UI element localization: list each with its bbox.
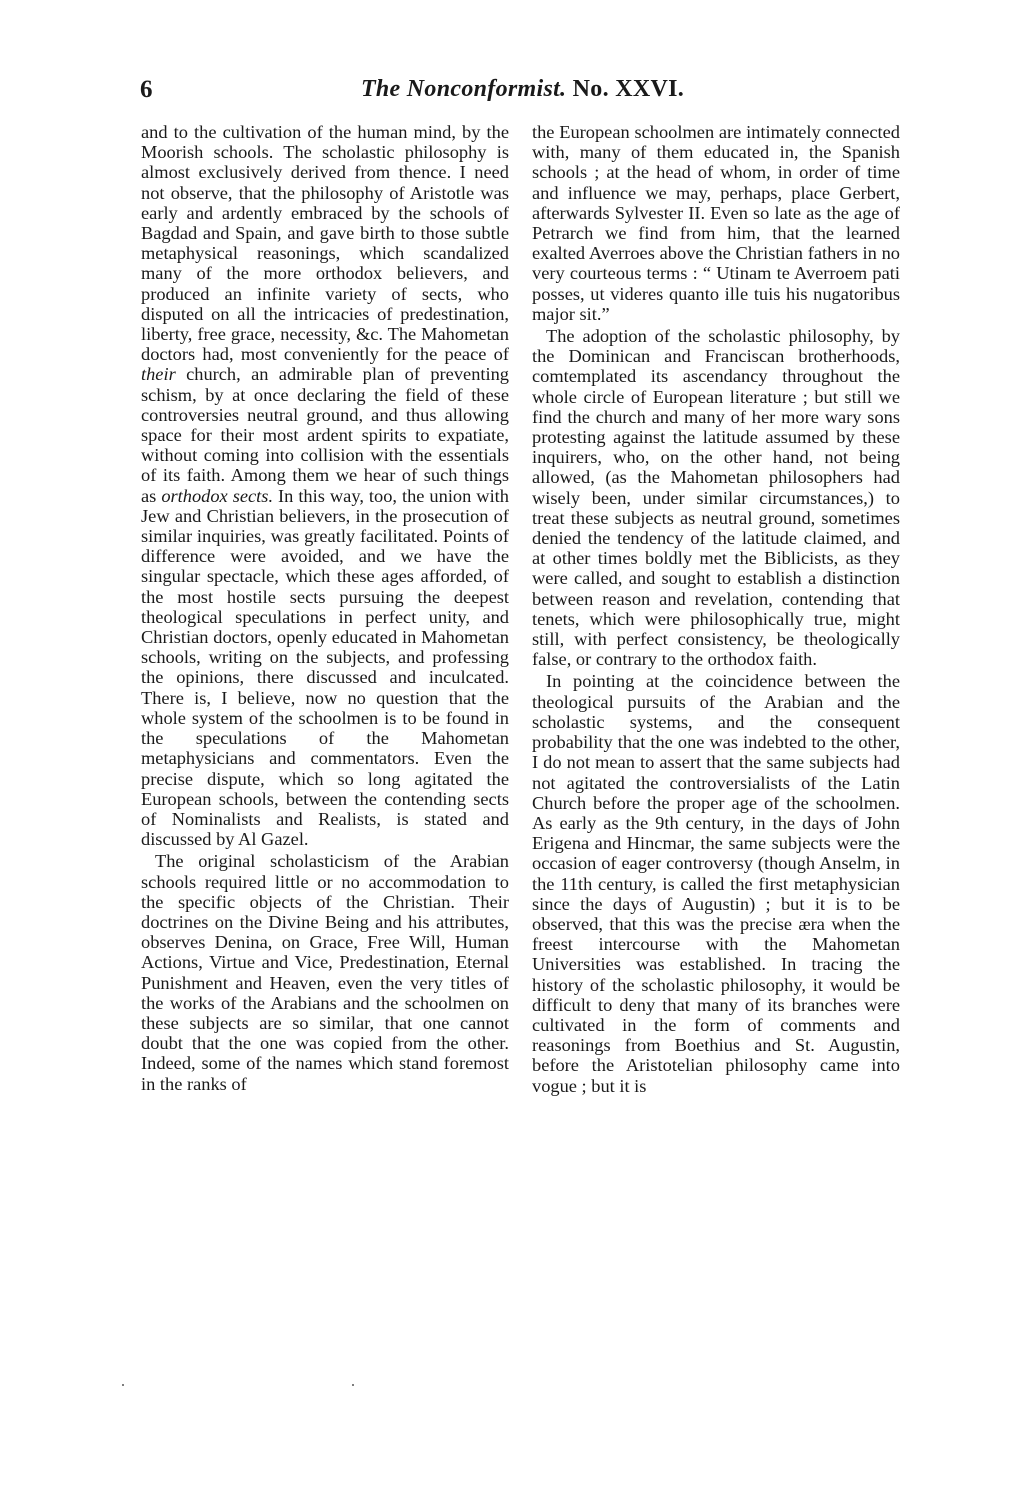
paragraph [141, 851, 509, 1093]
text-run: In this way, too, the union with Jew and Christian believers, in the prosecution of similar inquiries, was greatly facilitated. Points of difference were avoided, and we have the singular spectacle, which these ages afforded, of the most hostile sects pursuing the deepest theological speculations in perfect unity, and Christian doctors, openly educated in Mahometan schools, writing on the subjects, and professing the opinions, there discussed and inculcated. There is, I believe, now no question that the whole system of the schoolmen is to be found in the speculations of the Mahometan metaphysicians and commentators. Even the precise dispute, which so long agitated the European schools, between the contending sects of Nominalists and Realists, is stated and discussed by Al Gazel. [141, 485, 509, 850]
page-header [140, 76, 905, 112]
text-run: church, an admirable plan of preventing schism, by at once declaring the field of these controversies neutral ground, and thus allowing space for their most ardent spirits to expatiate, without coming into collision with the essentials of its faith. Among them we hear of such things as [141, 364, 509, 506]
scan-specks [120, 1380, 520, 1390]
text-run: The original scholasticism of the Arabian schools required little or no accommodation to the specific objects of the Christian. Their doctrines on the Divine Being and his attributes, observes Denina, on Grace, Free Will, Human Actions, Virtue and Vice, Predestination, Eternal Punishment and Heaven, even the very titles of the works of the Arabians and the schoolmen on these subjects are so similar, that one cannot doubt that the one was copied from the other. Indeed, some of the names which stand foremost in the ranks of [141, 851, 509, 1094]
paragraph [141, 122, 509, 849]
italic-text: orthodox sects. [161, 485, 274, 506]
paragraph [532, 671, 900, 1095]
issue-number: No. XXVI. [572, 76, 685, 102]
left-column [141, 122, 509, 1094]
right-column [532, 122, 900, 1096]
text-run: the European schoolmen are intimately connected with, many of them educated in, the Spanish schools ; at the head of whom, in order of time and influence we may, perhaps, place Gerbert, afterwards Sylvester II. Even so late as the age of Petrarch we find from him, that the learned exalted Averroes above the Christian fathers in no very courteous terms : “ Utinam te Averroem pati posses, ut videres quanto ille tuis his nugatoribus major sit.” [532, 122, 900, 324]
italic-text: their [141, 364, 176, 385]
running-title [140, 76, 905, 103]
journal-title: The Nonconformist. [360, 76, 567, 102]
text-run: and to the cultivation of the human mind, by the Moorish schools. The scholastic philosophy is almost exclusively derived from thence. I need not observe, that the philosophy of Aristotle was early and ardently embraced by the schools of Bagdad and Spain, and gave birth to those subtle metaphysical reasonings, which scandalized many of the more orthodox believers, and produced an infinite variety of sects, who disputed on all the intricacies of predestination, liberty, free grace, necessity, &c. The Mahometan doctors had, most conveniently for the peace of [141, 122, 509, 365]
text-run: In pointing at the coincidence between the theological pursuits of the Arabian and the scholastic systems, and the consequent probability that the one was indebted to the other, I do not mean to assert that the same subjects had not agitated the controversialists of the Latin Church before the proper age of the schoolmen. As early as the 9th century, in the days of John Erigena and Hincmar, the same subjects were the occasion of eager controversy (though Anselm, in the 11th century, is called the first metaphysician since the days of Augustin) ; but it is to be observed, that this was the precise æra when the freest intercourse with the Mahometan Universities was established. In tracing the history of the scholastic philosophy, it would be difficult to deny that many of its branches were cultivated in the form of comments and reasonings from Boethius and St. Augustin, before the Aristotelian philosophy came into vogue ; but it is [532, 671, 900, 1096]
paragraph [532, 326, 900, 669]
text-run: The adoption of the scholastic philosophy, by the Dominican and Franciscan brotherhoods, comtemplated its ascendancy throughout the whole circle of European literature ; but still we find the church and many of her more wary sons protesting against the latitude assumed by these inquirers, who, on the other hand, not being allowed, (as the Mahometan philosophers had wisely been, under similar circumstances,) to treat these subjects as neutral ground, sometimes denied the tendency of the latitude claimed, and at other times boldly met the Biblicists, as they were called, and sought to establish a distinction between reason and revelation, contending that tenets, which were philosophically true, might still, with perfect consistency, be theologically false, or contrary to the orthodox faith. [532, 326, 900, 670]
page-number: 6 [140, 76, 153, 103]
paragraph [532, 122, 900, 324]
